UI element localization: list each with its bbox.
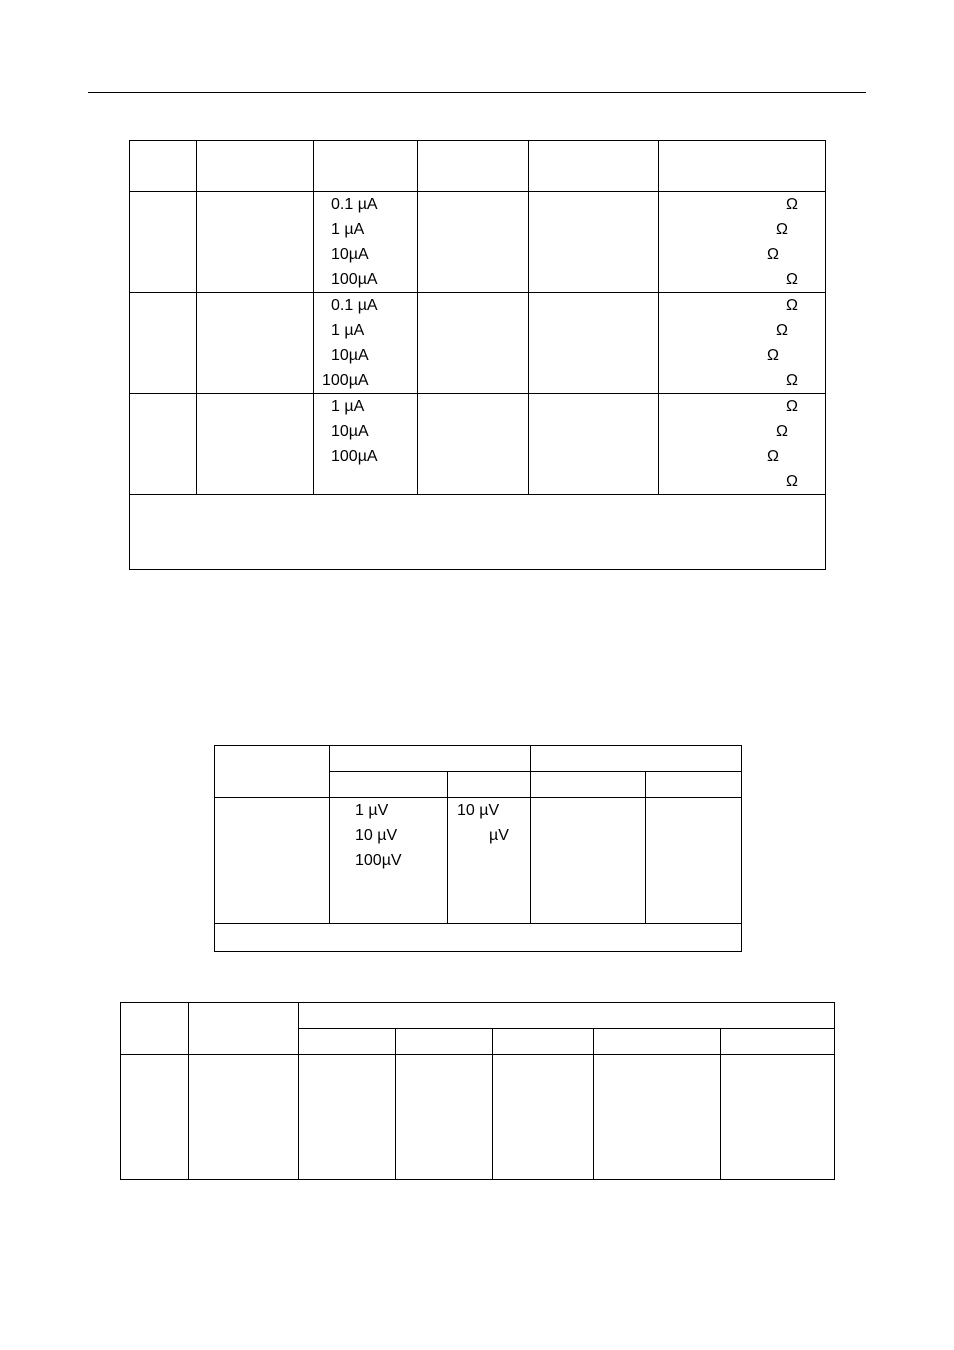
resistance-cell (659, 192, 826, 293)
header-cell (121, 1003, 189, 1055)
ohm-symbol: Ω (786, 372, 798, 389)
voltage-value: 10 µV (457, 802, 500, 819)
voltage-cell (330, 798, 448, 924)
header-cell (215, 746, 330, 798)
current-value: 1 µA (331, 221, 365, 238)
header-cell (531, 746, 742, 772)
ohm-symbol: Ω (786, 473, 798, 490)
voltage-value: 1 µV (355, 802, 389, 819)
ohm-symbol: Ω (776, 221, 788, 238)
table-row (130, 394, 826, 495)
header-cell (594, 1029, 721, 1055)
resistance-cell (659, 394, 826, 495)
header-cell (493, 1029, 594, 1055)
ohm-symbol: Ω (776, 423, 788, 440)
current-value: 0.1 µA (331, 297, 378, 314)
header-cell (418, 141, 529, 192)
voltage-value: 100µV (355, 852, 402, 869)
note-cell (215, 924, 742, 952)
voltage-value: µV (489, 827, 509, 844)
ohm-symbol: Ω (786, 398, 798, 415)
current-value: 100µA (331, 448, 378, 465)
current-value: 1 µA (331, 398, 365, 415)
ohm-symbol: Ω (776, 322, 788, 339)
current-value: 0.1 µA (331, 196, 378, 213)
ohm-symbol: Ω (786, 196, 798, 213)
ohm-symbol: Ω (786, 297, 798, 314)
table-row (215, 798, 742, 924)
header-cell (314, 141, 418, 192)
header-cell (646, 772, 742, 798)
current-value: 1 µA (331, 322, 365, 339)
header-cell (721, 1029, 835, 1055)
header-cell (299, 1003, 835, 1029)
header-cell (531, 772, 646, 798)
measurement-table (120, 1002, 835, 1180)
current-cell (314, 293, 418, 394)
header-cell (330, 746, 531, 772)
ohm-symbol: Ω (767, 347, 779, 364)
ohm-symbol: Ω (767, 246, 779, 263)
header-cell (299, 1029, 396, 1055)
table-row (130, 293, 826, 394)
header-cell (448, 772, 531, 798)
header-cell (330, 772, 448, 798)
voltage-value: 10 µV (355, 827, 398, 844)
header-cell (197, 141, 314, 192)
resistance-cell (659, 293, 826, 394)
table-row (121, 1055, 835, 1180)
header-cell (529, 141, 659, 192)
header-cell (659, 141, 826, 192)
header-cell (396, 1029, 493, 1055)
current-value: 100µA (322, 372, 369, 389)
voltage-cell (448, 798, 531, 924)
note-cell (130, 495, 826, 570)
header-cell (130, 141, 197, 192)
current-value: 10µA (331, 246, 369, 263)
current-range-table (129, 140, 826, 570)
current-cell (314, 192, 418, 293)
current-value: 10µA (331, 423, 369, 440)
current-cell (314, 394, 418, 495)
voltage-range-table (214, 745, 742, 952)
current-value: 10µA (331, 347, 369, 364)
header-rule (88, 92, 866, 93)
ohm-symbol: Ω (767, 448, 779, 465)
header-cell (189, 1003, 299, 1055)
current-value: 100µA (331, 271, 378, 288)
table-row (130, 192, 826, 293)
ohm-symbol: Ω (786, 271, 798, 288)
